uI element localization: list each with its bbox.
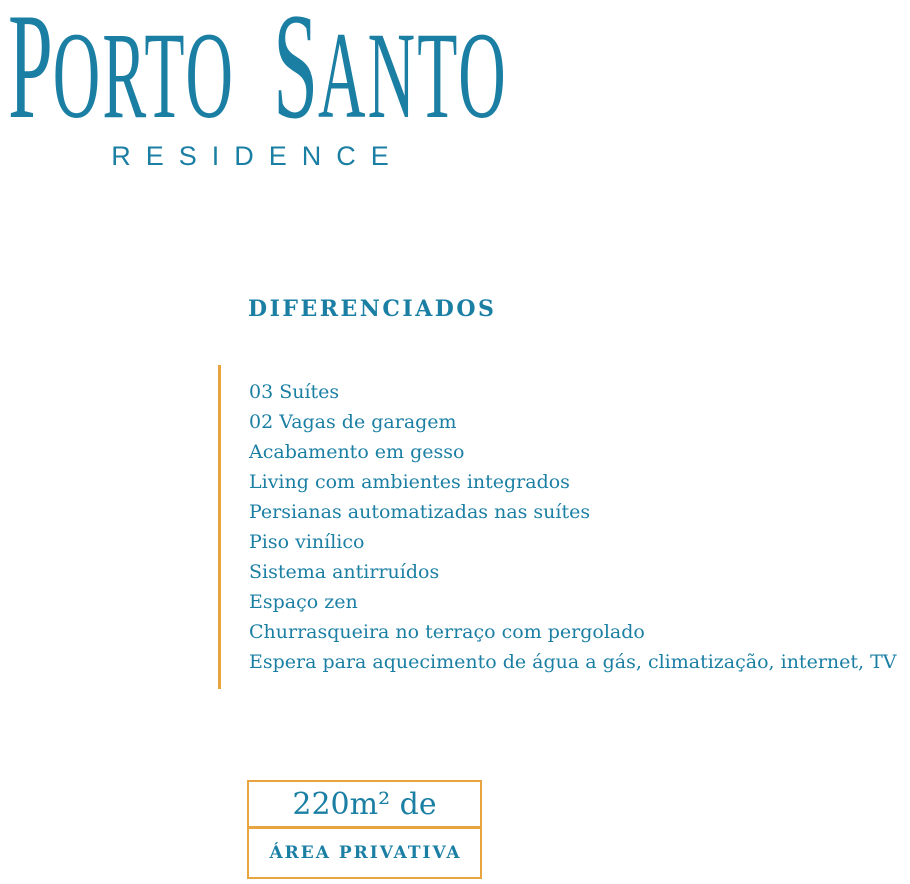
logo-word-porto: [8, 0, 236, 150]
features-heading: DIFERENCIADOS: [248, 296, 497, 322]
logo-word1-initial: P: [8, 0, 53, 150]
area-type-box: [247, 827, 482, 879]
feature-item: Persianas automatizadas nas suítes: [249, 501, 591, 523]
feature-item: Acabamento em gesso: [249, 441, 465, 463]
logo-word-santo: [273, 0, 508, 150]
feature-item: 02 Vagas de garagem: [249, 411, 457, 433]
feature-item: 03 Suítes: [249, 381, 340, 403]
feature-item: Living com ambientes integrados: [249, 471, 570, 493]
logo-word2-rest: ANTO: [318, 7, 508, 144]
feature-item: Churrasqueira no terraço com pergolado: [249, 621, 645, 643]
logo-word1-rest: ORTO: [52, 7, 236, 144]
feature-item: Espera para aquecimento de água a gás, climatização, internet, TV: [249, 651, 897, 673]
area-size-label: 220m² de: [292, 786, 437, 822]
area-size-box: [247, 780, 482, 828]
feature-item: Sistema antirruídos: [249, 561, 440, 583]
brand-logo: [8, 0, 508, 150]
feature-item: Piso vinílico: [249, 531, 365, 553]
area-type-label: ÁREA PRIVATIVA: [269, 843, 462, 863]
logo-word2-initial: S: [273, 0, 319, 150]
area-callout: [247, 780, 482, 879]
brand-subtitle: RESIDENCE: [111, 141, 404, 171]
features-list: [218, 365, 896, 689]
feature-item: Espaço zen: [249, 591, 358, 613]
